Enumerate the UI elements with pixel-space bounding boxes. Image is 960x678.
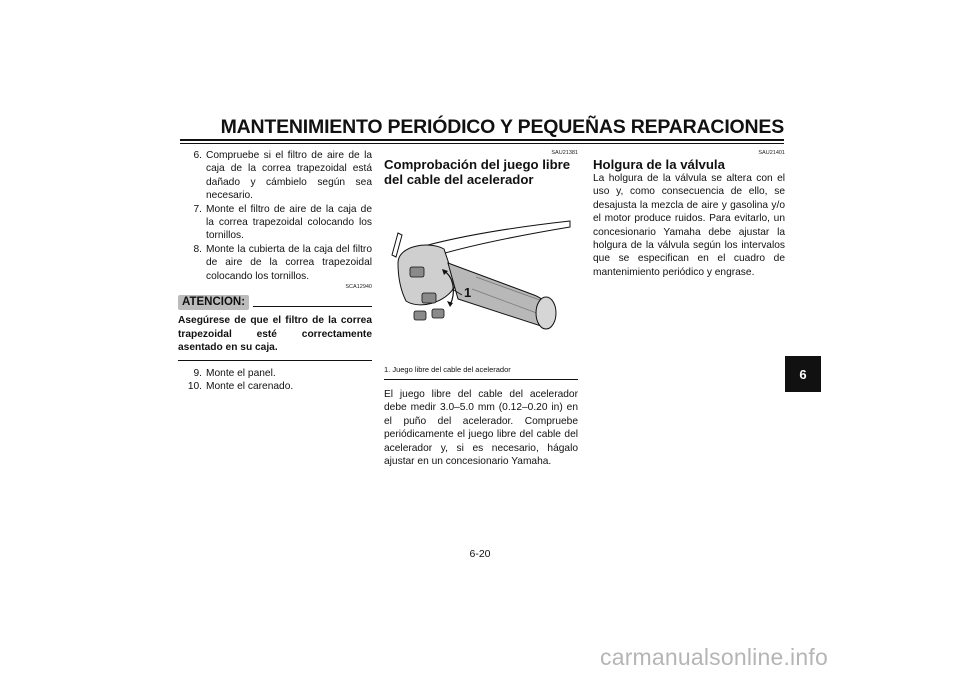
throttle-figure	[384, 193, 578, 363]
section-code: SAU21381	[551, 150, 578, 156]
figure-caption: 1. Juego libre del cable del acelerador	[384, 365, 511, 374]
step-9	[178, 367, 372, 380]
step-8	[178, 243, 372, 283]
step-text: Monte la cubierta de la caja del filtro de aire de la correa trapezoidal colocando los tornillos.	[206, 243, 372, 282]
header-rule-thin	[180, 143, 784, 144]
step-number: 8.	[193, 243, 202, 255]
step-7	[178, 203, 372, 243]
step-text: Monte el panel.	[206, 367, 276, 379]
step-text: Monte el filtro de aire de la caja de la correa trapezoidal colocando los tornillos.	[206, 203, 372, 242]
section-heading-valve: Holgura de la válvula	[593, 157, 725, 172]
valve-body-text: La holgura de la válvula se altera con el uso y, como consecuencia de ello, se desajusta la mezcla de aire y gasolina y/o el motor produce ruidos. Para evitarlo, un concesionario Yamaha debe ajustar la holgura de la válvula según los intervalos que se especifican en el cuadro de mantenimiento periódico y engrase.	[593, 173, 785, 278]
warning-label: ATENCION:	[178, 295, 249, 310]
step-number: 10.	[187, 381, 202, 393]
column-right	[593, 149, 785, 279]
step-number: 7.	[193, 203, 202, 215]
header-rule-thick	[180, 139, 784, 141]
section-code: SAU21401	[758, 150, 785, 156]
throttle-grip-illustration	[384, 193, 578, 363]
page-number: 6-20	[469, 548, 491, 560]
caption-rule	[384, 379, 578, 380]
warning-header	[178, 295, 372, 310]
chapter-tab: 6	[785, 356, 821, 392]
column-middle	[384, 149, 578, 468]
warning-text: Asegúrese de que el filtro de la correa trapezoidal esté correctamente asentado en su caja.	[178, 315, 372, 354]
step-10	[178, 380, 372, 393]
step-number: 9.	[193, 367, 202, 379]
watermark: carmanualsonline.info	[600, 644, 828, 670]
figure-callout-1: 1	[464, 285, 472, 300]
step-6	[178, 149, 372, 203]
warning-rule	[253, 306, 372, 307]
section-heading-throttle: Comprobación del juego libre del cable del acelerador	[384, 157, 571, 187]
step-text: Monte el carenado.	[206, 381, 294, 393]
throttle-body-text: El juego libre del cable del acelerador debe medir 3.0–5.0 mm (0.12–0.20 in) en el puño del acelerador. Compruebe periódicamente el juego libre del cable del acelerador y, si es necesario, hágalo ajustar en un concesionario Yamaha.	[384, 389, 578, 468]
page-header-title: MANTENIMIENTO PERIÓDICO Y PEQUEÑAS REPARACIONES	[220, 116, 784, 138]
warning-end-rule	[178, 360, 372, 361]
warning-code: SCA12940	[345, 284, 372, 291]
step-number: 6.	[193, 150, 202, 161]
column-left	[178, 149, 372, 394]
step-text: Compruebe si el filtro de aire de la caja de la correa trapezoidal está dañado y cámbielo según sea necesario.	[206, 150, 372, 202]
